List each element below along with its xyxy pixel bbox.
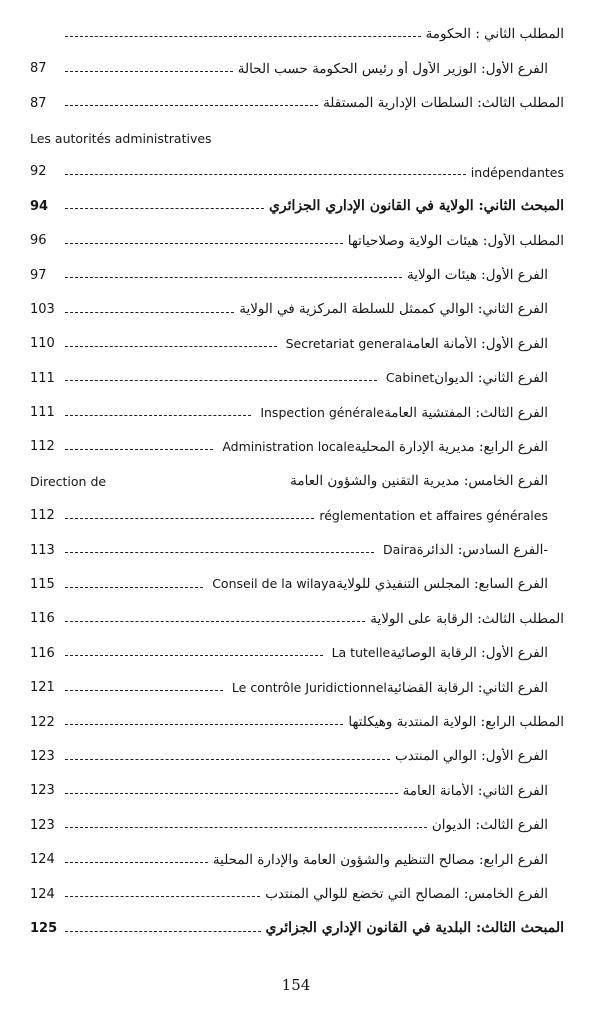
toc-entry-title — [395, 748, 548, 764]
dotted-leader — [65, 105, 318, 106]
toc-page-number: 96 — [30, 233, 47, 249]
toc-entry-latin: réglementation et affaires générales — [319, 507, 548, 523]
toc-entry-arabic: الفرع السابع: المجلس التنفيذي للولاية — [336, 576, 548, 593]
toc-entry-arabic: الفرع الرابع: مديرية الإدارة المحلية — [354, 438, 548, 455]
dotted-leader — [65, 415, 251, 416]
toc-entry-title — [323, 95, 564, 111]
toc-entry-latin: Administration locale — [218, 438, 355, 454]
toc-entry-arabic: المطلب الثالث: السلطات الإدارية المستقلة — [323, 94, 564, 111]
toc-entry — [30, 558, 564, 592]
toc-entry-title — [407, 267, 548, 283]
dotted-leader — [65, 36, 421, 37]
toc-entry-title — [403, 783, 548, 799]
toc-entry — [30, 833, 564, 867]
toc-entry — [30, 799, 564, 833]
toc-page-number: 112 — [30, 508, 55, 524]
toc-entry — [30, 77, 564, 111]
toc-entry-arabic: -الفرع السادس: الدائرة — [416, 542, 548, 559]
toc-entry-latin: La tutelle — [327, 645, 391, 661]
toc-entry-latin: Cabinet — [381, 370, 435, 386]
toc-entry-title — [238, 61, 548, 77]
toc-entry-title — [348, 714, 564, 730]
dotted-leader — [65, 827, 427, 828]
toc-entry-title — [218, 439, 548, 455]
toc-entry-title — [382, 370, 548, 386]
toc-entry-arabic: المطلب الأول: هيئات الولاية وصلاحياتها — [347, 232, 564, 249]
toc-entry — [30, 214, 564, 248]
dotted-leader — [65, 277, 402, 278]
toc-page-number: 116 — [30, 645, 55, 661]
toc-entry-arabic: الفرع الرابع: مصالح التنظيم والشؤون العامة والإدارة المحلية — [212, 851, 548, 868]
toc-entry — [30, 386, 564, 420]
toc-entry-arabic: الفرع الثالث: الديوان — [431, 817, 548, 834]
dotted-leader — [65, 724, 343, 725]
toc-entry-title — [319, 508, 548, 524]
toc-page-number: 124 — [30, 886, 55, 902]
toc-entry-title: الفرع الخامس: مديرية التقنين والشؤون العامة — [290, 473, 548, 490]
dotted-leader — [65, 243, 343, 244]
toc-entry — [30, 352, 564, 386]
toc-entry — [30, 111, 564, 145]
toc-page-number: 92 — [30, 164, 47, 180]
toc-entry — [30, 180, 564, 214]
toc-entry — [30, 696, 564, 730]
dotted-leader — [65, 896, 260, 897]
dotted-leader — [65, 621, 365, 622]
toc-entry-title — [370, 611, 564, 627]
toc-page-number: 111 — [30, 370, 55, 386]
toc-entry-title — [213, 852, 548, 868]
toc-entry — [30, 627, 564, 661]
toc-entry-arabic: الفرع الأول: الأمانة العامة — [405, 335, 548, 352]
toc-entry — [30, 489, 564, 523]
dotted-leader — [65, 449, 213, 450]
toc-entry-latin: Inspection générale — [256, 404, 385, 420]
toc-entry — [30, 868, 564, 902]
toc-entry-arabic: المطلب الرابع: الولاية المنتدبة وهيكلتها — [348, 714, 564, 731]
dotted-leader — [65, 71, 233, 72]
page-number: 154 — [281, 976, 311, 994]
dotted-leader — [65, 518, 314, 519]
toc-entry — [30, 146, 564, 180]
toc-entry-arabic: الفرع الأول: الرقابة الوصائية — [390, 645, 548, 662]
table-of-contents — [30, 8, 564, 937]
dotted-leader — [65, 690, 223, 691]
dotted-leader — [65, 931, 261, 932]
toc-entry-arabic: المبحث الثالث: البلدية في القانون الإداري الجزائري — [265, 919, 564, 936]
toc-entry-title — [228, 680, 548, 696]
toc-entry-arabic: الفرع الأول: الوزير الأول أو رئيس الحكومة حسب الحالة — [237, 60, 548, 77]
toc-entry-latin: Le contrôle Juridictionnel — [227, 679, 387, 695]
toc-entry-arabic: الفرع الخامس: المصالح التي تخضع للوالي المنتدب — [265, 885, 548, 902]
toc-entry-arabic: المطلب الثاني : الحكومة — [425, 26, 564, 43]
toc-entry — [30, 249, 564, 283]
dotted-leader — [65, 174, 466, 175]
toc-entry-title — [269, 198, 564, 215]
toc-entry-title: indépendantes — [470, 164, 564, 180]
toc-entry-title — [379, 542, 548, 558]
toc-entry-arabic: الفرع الثالث: المفتشية العامة — [384, 404, 548, 421]
dotted-leader — [65, 793, 398, 794]
toc-entry-latin: Secretariat general — [281, 335, 406, 351]
toc-entry — [30, 8, 564, 42]
dotted-leader — [65, 312, 234, 313]
dotted-leader — [65, 552, 374, 553]
toc-page-number: 103 — [30, 301, 55, 317]
toc-page-number: 123 — [30, 817, 55, 833]
toc-entry-title — [282, 336, 548, 352]
toc-entry-latin: Conseil de la wilaya — [208, 576, 337, 592]
toc-entry — [30, 42, 564, 76]
toc-entry — [30, 902, 564, 936]
toc-entry-arabic: الفرع الثاني: الرقابة القضائية — [386, 679, 548, 696]
toc-entry-latin: Daira — [379, 542, 417, 558]
toc-entry — [30, 730, 564, 764]
toc-entry-title — [432, 817, 548, 833]
toc-page-number: 122 — [30, 714, 55, 730]
toc-page-number: 94 — [30, 198, 49, 214]
toc-entry — [30, 661, 564, 695]
toc-entry-title — [239, 301, 548, 317]
toc-entry-arabic: الفرع الأول: الوالي المنتدب — [395, 748, 548, 765]
dotted-leader — [65, 208, 264, 209]
toc-page-number: 124 — [30, 852, 55, 868]
toc-page-number: 87 — [30, 95, 47, 111]
toc-entry — [30, 593, 564, 627]
toc-page-number: 116 — [30, 611, 55, 627]
toc-entry — [30, 283, 564, 317]
toc-page-number: 113 — [30, 542, 55, 558]
toc-entry-latin: Direction de — [30, 474, 107, 490]
toc-page-number: 125 — [30, 920, 58, 936]
toc-entry-title — [348, 233, 564, 249]
toc-entry — [30, 765, 564, 799]
toc-page-number: 110 — [30, 336, 55, 352]
toc-entry-arabic: الفرع الثاني: الوالي كممثل للسلطة المركزية في الولاية — [239, 301, 548, 318]
toc-entry — [30, 524, 564, 558]
toc-page-number: 111 — [30, 405, 55, 421]
toc-entry-arabic: الفرع الثاني: الديوان — [434, 370, 548, 387]
dotted-leader — [65, 862, 208, 863]
toc-entry-arabic: الفرع الثاني: الأمانة العامة — [402, 782, 548, 799]
toc-entry-title — [265, 886, 548, 902]
toc-entry-title — [426, 26, 564, 42]
toc-page-number: 97 — [30, 267, 47, 283]
toc-page-number: 115 — [30, 577, 55, 593]
toc-entry-latin: Les autorités administratives — [30, 130, 212, 146]
toc-entry — [30, 318, 564, 352]
toc-entry-arabic: الفرع الأول: هيئات الولاية — [406, 266, 548, 283]
dotted-leader — [65, 380, 377, 381]
dotted-leader — [65, 655, 323, 656]
toc-page-number: 123 — [30, 749, 55, 764]
toc-entry-arabic: المطلب الثالث: الرقابة على الولاية — [370, 610, 564, 627]
dotted-leader — [65, 587, 203, 588]
toc-entry-title — [208, 576, 548, 592]
toc-entry — [30, 421, 564, 455]
toc-page-number: 123 — [30, 783, 55, 799]
toc-entry-title — [266, 920, 564, 937]
toc-entry-arabic: المبحث الثاني: الولاية في القانون الإداري الجزائري — [268, 197, 564, 214]
toc-page-number: 121 — [30, 680, 55, 696]
dotted-leader — [65, 346, 277, 347]
toc-entry-title — [328, 645, 548, 661]
toc-page-number: 112 — [30, 439, 55, 455]
toc-entry — [30, 455, 564, 489]
toc-entry-title — [256, 405, 548, 421]
toc-page-number: 87 — [30, 61, 47, 77]
dotted-leader — [65, 759, 390, 760]
